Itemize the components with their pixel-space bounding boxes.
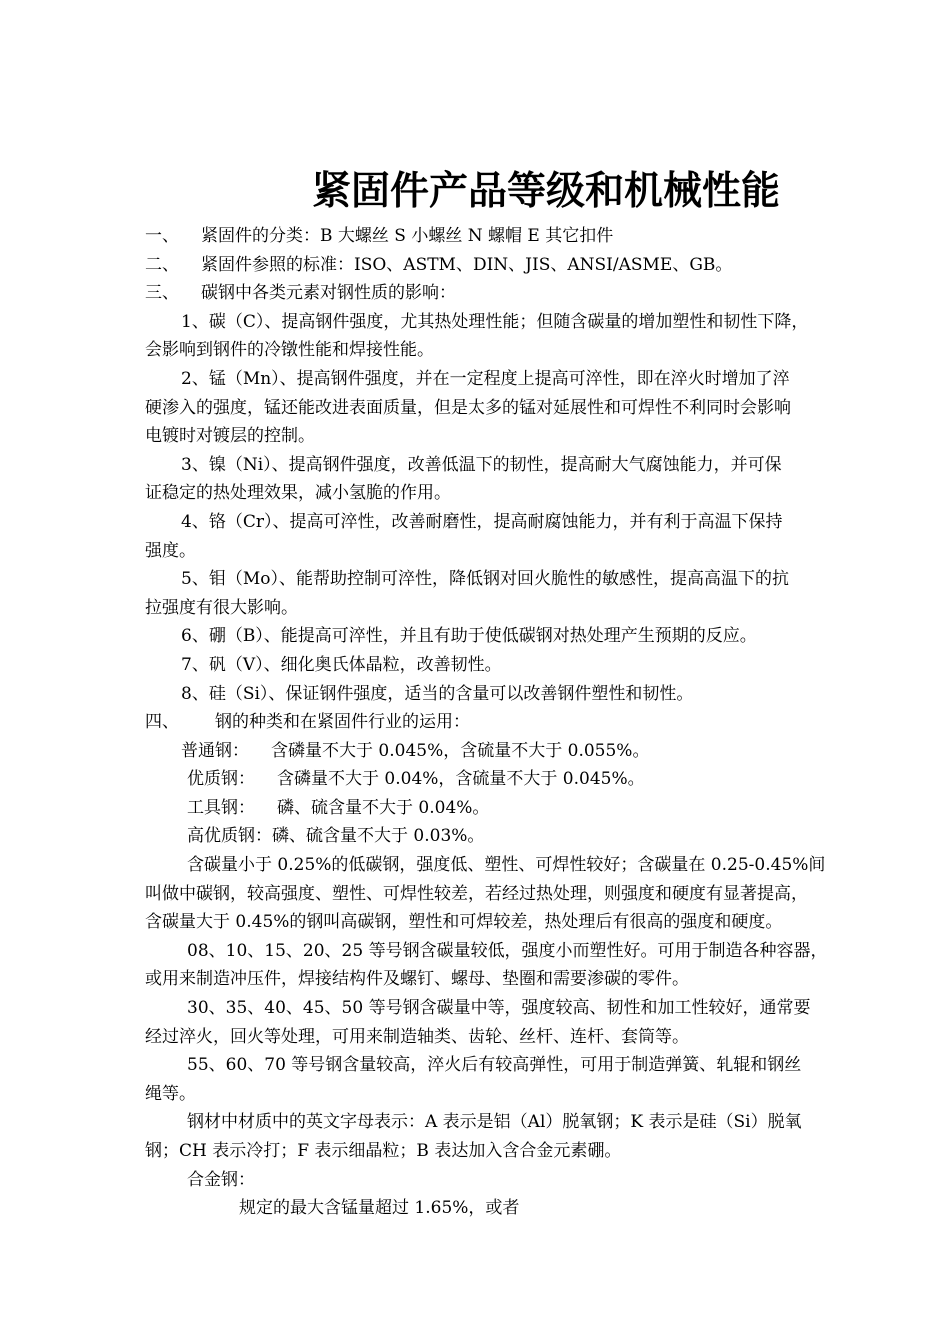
page-title: 紧固件产品等级和机械性能 <box>312 169 781 214</box>
section-number: 二、 <box>145 254 179 275</box>
section-heading-1 <box>145 222 890 251</box>
section-number: 三、 <box>145 283 179 304</box>
document-body <box>145 222 890 1223</box>
grade-high-line2: 绳等。 <box>145 1083 196 1104</box>
steel-tool <box>145 794 890 823</box>
element-molybdenum-line2: 拉强度有很大影响。 <box>145 597 298 618</box>
section-heading-3 <box>145 279 890 308</box>
steel-ordinary <box>145 737 890 766</box>
element-nickel-line1: 3、镍（Ni）、提高钢件强度，改善低温下的韧性，提高耐大气腐蚀能力，并可保 <box>181 454 782 475</box>
element-nickel-line2: 证稳定的热处理效果，减小氢脆的作用。 <box>145 483 451 504</box>
grade-low-line1: 08、10、15、20、25 等号钢含碳量较低，强度小而塑性好。可用于制造各种容器， <box>187 940 828 961</box>
letters-paragraph-line1: 钢材中材质中的英文字母表示：A 表示是铝（Al）脱氧钢；K 表示是硅（Si）脱氧 <box>187 1112 802 1133</box>
element-carbon-line1: 1、碳（C）、提高钢件强度，尤其热处理性能；但随含碳量的增加塑性和韧性下降， <box>181 311 809 332</box>
carbon-paragraph-line1: 含碳量小于 0.25%的低碳钢，强度低、塑性、可焊性较好；含碳量在 0.25-0.45%间 <box>187 855 826 876</box>
element-molybdenum-line1: 5、钼（Mo）、能帮助控制可淬性，降低钢对回火脆性的敏感性，提高高温下的抗 <box>181 569 789 590</box>
letters-paragraph-line2: 钢；CH 表示冷打；F 表示细晶粒；B 表达加入含合金元素硼。 <box>145 1141 622 1161</box>
grade-medium-line2: 经过淬火，回火等处理，可用来制造轴类、齿轮、丝杆、连杆、套筒等。 <box>145 1026 689 1047</box>
element-chromium-line1: 4、铬（Cr）、提高可淬性，改善耐磨性，提高耐腐蚀能力，并有利于高温下保持 <box>181 511 783 532</box>
carbon-paragraph-line3: 含碳量大于 0.45%的钢叫高碳钢，塑性和可焊较差，热处理后有很高的强度和硬度。 <box>145 912 783 933</box>
element-manganese-line3: 电镀时对镀层的控制。 <box>145 426 315 447</box>
steel-high-quality <box>145 822 890 851</box>
element-chromium-line2: 强度。 <box>145 540 196 561</box>
section-text: 碳钢中各类元素对钢性质的影响： <box>201 283 456 304</box>
section-text: 钢的种类和在紧固件行业的运用： <box>215 712 470 733</box>
element-silicon: 8、硅（Si）、保证钢件强度，适当的含量可以改善钢件塑性和韧性。 <box>181 683 694 704</box>
section-number: 一、 <box>145 226 179 246</box>
grade-medium-line1: 30、35、40、45、50 等号钢含碳量中等，强度较高、韧性和加工性较好，通常要 <box>187 998 811 1019</box>
element-manganese-line2: 硬渗入的强度，锰还能改进表面质量，但是太多的锰对延展性和可焊性不利同时会影响 <box>145 397 791 418</box>
section-heading-2 <box>145 251 890 280</box>
steel-quality <box>145 765 890 794</box>
grade-high-line1: 55、60、70 等号钢含量较高，淬火后有较高弹性，可用于制造弹簧、轧辊和钢丝 <box>187 1055 802 1076</box>
section-text: 紧固件参照的标准：ISO、ASTM、DIN、JIS、ANSI/ASME、GB。 <box>201 254 733 275</box>
element-vanadium: 7、矾（V）、细化奥氏体晶粒，改善韧性。 <box>181 654 502 675</box>
section-text: 紧固件的分类：B 大螺丝 S 小螺丝 N 螺帽 E 其它扣件 <box>201 226 614 246</box>
steel-label: 优质钢： <box>187 769 255 790</box>
steel-text: 磷、硫含量不大于 0.03%。 <box>272 826 485 847</box>
alloy-steel-text: 规定的最大含锰量超过 1.65%，或者 <box>239 1198 520 1219</box>
section-number: 四、 <box>145 712 179 733</box>
element-carbon-line2: 会影响到钢件的冷镦性能和焊接性能。 <box>145 340 434 361</box>
steel-text: 含磷量不大于 0.045%，含硫量不大于 0.055%。 <box>271 740 650 761</box>
section-heading-4 <box>145 708 890 737</box>
steel-label: 高优质钢： <box>187 826 272 847</box>
steel-text: 含磷量不大于 0.04%，含硫量不大于 0.045%。 <box>277 769 645 790</box>
element-boron: 6、硼（B）、能提高可淬性，并且有助于使低碳钢对热处理产生预期的反应。 <box>181 626 757 647</box>
grade-low-line2: 或用来制造冲压件，焊接结构件及螺钉、螺母、垫圈和需要渗碳的零件。 <box>145 969 689 990</box>
carbon-paragraph-line2: 叫做中碳钢，较高强度、塑性、可焊性较差，若经过热处理，则强度和硬度有显著提高， <box>145 883 808 904</box>
steel-label: 工具钢： <box>187 797 255 818</box>
element-manganese-line1: 2、锰（Mn）、提高钢件强度，并在一定程度上提高可淬性，即在淬火时增加了淬 <box>181 368 790 389</box>
steel-label: 普通钢： <box>181 740 249 761</box>
alloy-steel-label: 合金钢： <box>187 1169 255 1190</box>
steel-text: 磷、硫含量不大于 0.04%。 <box>277 797 490 818</box>
